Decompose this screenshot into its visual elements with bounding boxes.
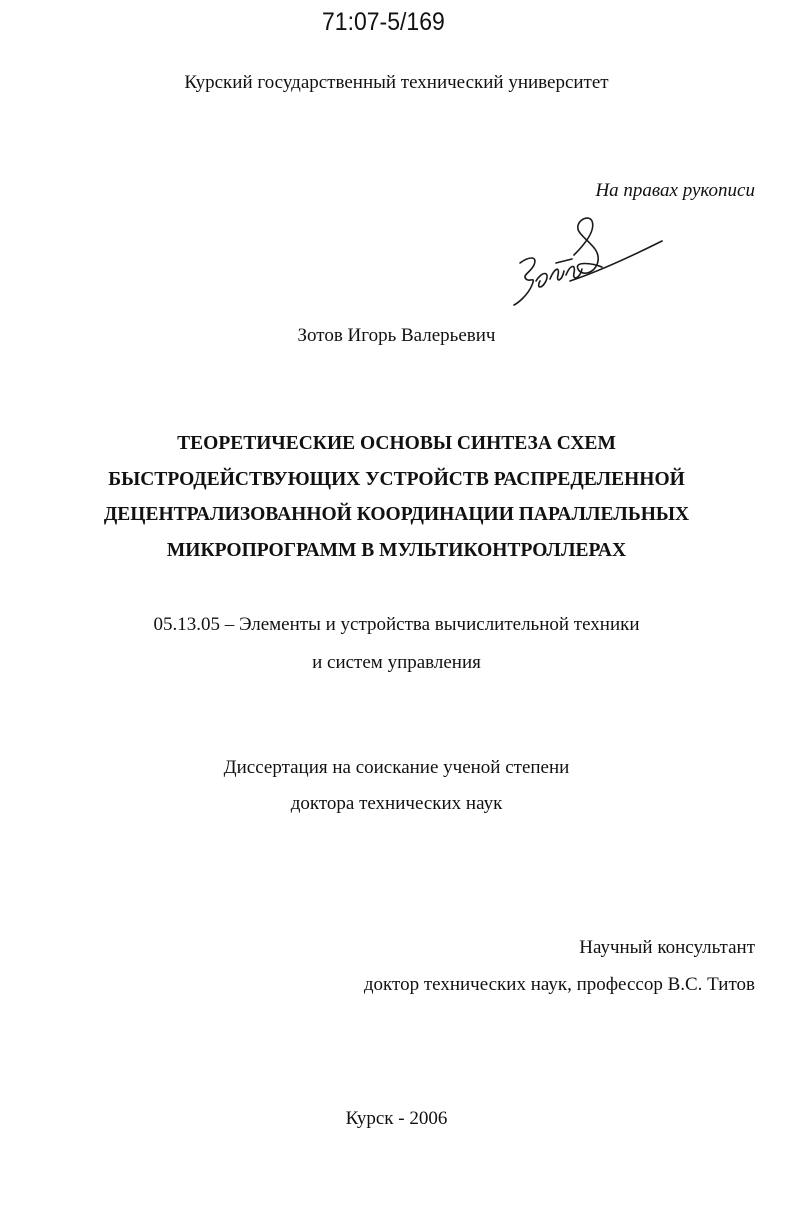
- handwritten-signature-icon: [500, 205, 670, 315]
- university-name: Курский государственный технический университет: [184, 72, 609, 93]
- title-line-3: ДЕЦЕНТРАЛИЗОВАННОЙ КООРДИНАЦИИ ПАРАЛЛЕЛЬНЫХ: [103, 504, 690, 525]
- library-shelfmark: 71:07-5/169: [322, 8, 445, 36]
- specialty-block: [0, 606, 793, 682]
- specialty-line-2: и систем управления: [312, 652, 481, 673]
- degree-line-1: Диссертация на соискание ученой степени: [223, 757, 570, 778]
- title-line-1: ТЕОРЕТИЧЕСКИЕ ОСНОВЫ СИНТЕЗА СХЕМ: [177, 433, 616, 454]
- dissertation-title: [60, 426, 733, 568]
- degree-block: [0, 750, 793, 822]
- consultant-block: [364, 929, 755, 1003]
- rights-note: На правах рукописи: [595, 180, 755, 201]
- title-line-4: МИКРОПРОГРАММ В МУЛЬТИКОНТРОЛЛЕРАХ: [166, 539, 627, 561]
- specialty-line-1: 05.13.05 – Элементы и устройства вычислительной техники: [153, 614, 640, 635]
- city-year: Курск - 2006: [345, 1108, 448, 1129]
- title-line-2: БЫСТРОДЕЙСТВУЮЩИХ УСТРОЙСТВ РАСПРЕДЕЛЕННОЙ: [108, 468, 685, 490]
- author-name: Зотов Игорь Валерьевич: [297, 325, 496, 346]
- consultant-line-2: доктор технических наук, профессор В.С. Титов: [363, 974, 755, 995]
- consultant-line-1: Научный консультант: [579, 937, 755, 958]
- degree-line-2: доктора технических наук: [290, 793, 503, 814]
